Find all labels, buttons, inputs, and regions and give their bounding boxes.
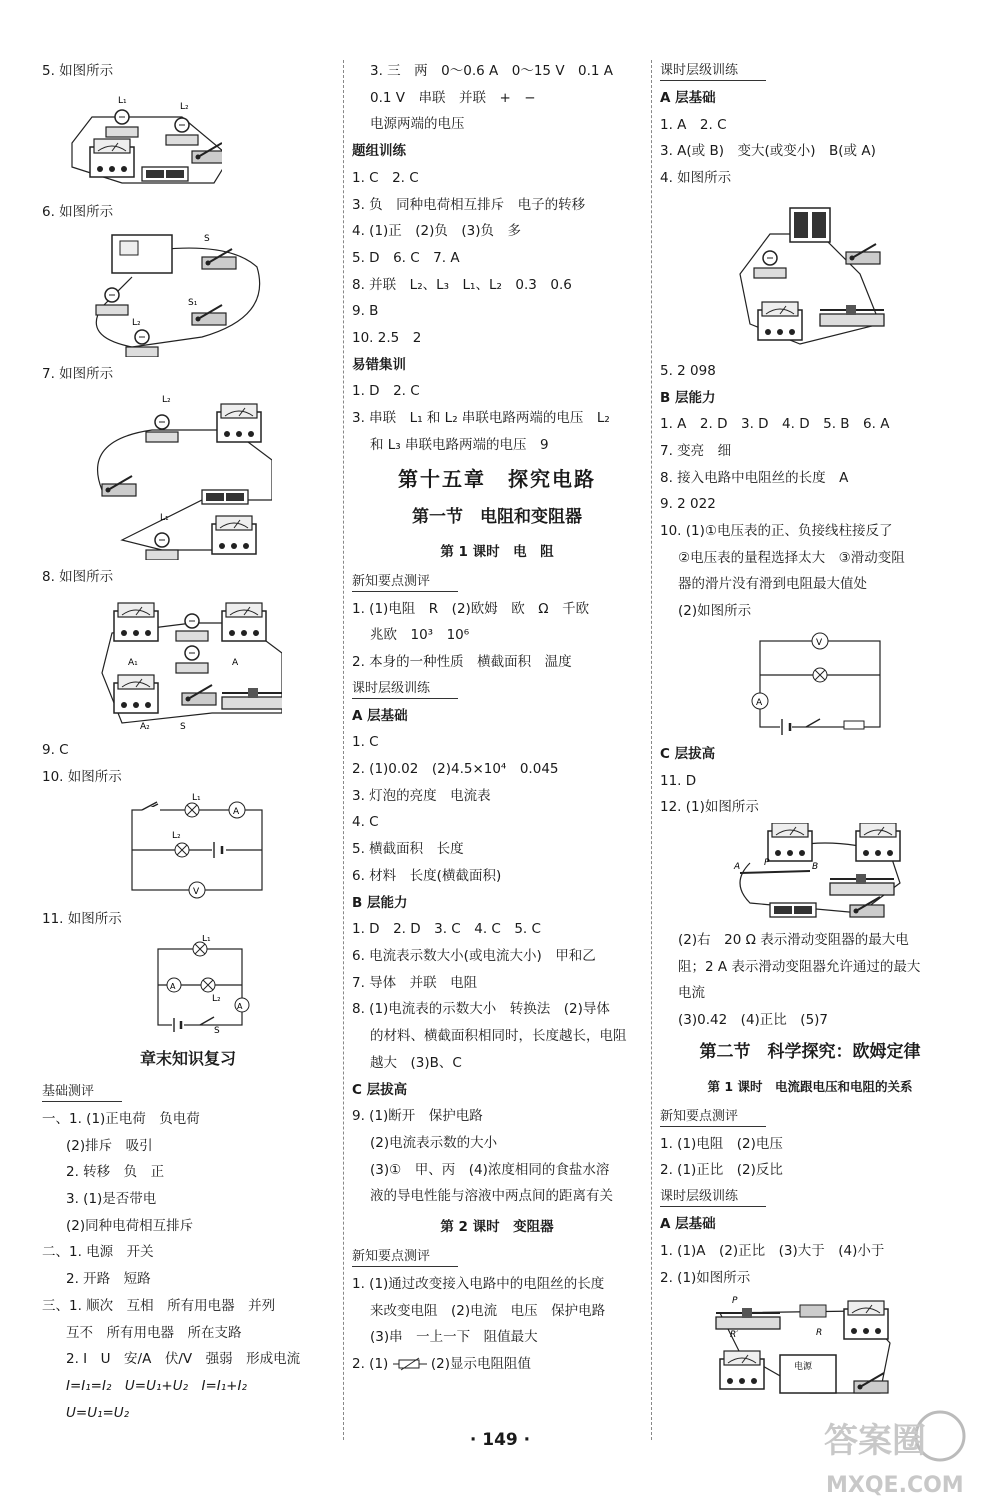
lesson-title: 第 2 课时 变阻器 xyxy=(440,1219,554,1236)
review-line: 3. (1)是否带电 xyxy=(66,1191,157,1208)
answer-line: 7. 变亮 细 xyxy=(660,442,732,459)
layer-heading: B 层能力 xyxy=(660,389,716,406)
answer-line: 3. 负 同种电荷相互排斥 电子的转移 xyxy=(352,196,586,213)
answer-line: 1. (1)电阻 R (2)欧姆 欧 Ω 千欧 xyxy=(352,600,590,617)
lesson-title: 第 1 课时 电 阻 xyxy=(440,543,554,560)
answer-line: 阻；2 A 表示滑动变阻器允许通过的最大 xyxy=(678,958,921,975)
review-line: 三、1. 顺次 互相 所有用电器 并列 xyxy=(42,1297,276,1314)
answer-line: 1. (1)通过改变接入电路中的电阻丝的长度 xyxy=(352,1276,605,1293)
label-l2-10: L₂ xyxy=(172,831,181,842)
review-line: 互不 所有用电器 所在支路 xyxy=(66,1324,242,1341)
label-l2: L₂ xyxy=(180,101,189,112)
answer-line: 9. 2 022 xyxy=(660,496,716,513)
answer-line: 6. 材料 长度(横截面积) xyxy=(352,867,502,884)
q10-label: 10. 如图所示 xyxy=(42,768,122,785)
review-line: U=U₁=U₂ xyxy=(66,1404,130,1421)
answer-line: (3)串 一上一下 阻值最大 xyxy=(370,1329,538,1346)
label-l2-c: L₂ xyxy=(162,395,171,406)
label-p-12: P xyxy=(764,857,770,868)
meter-a-11: A xyxy=(170,981,176,991)
answer-line: 11. D xyxy=(660,772,697,789)
answer-line: 5. 横截面积 长度 xyxy=(352,841,464,858)
watermark-bottom: MXQE.COM xyxy=(826,1473,964,1498)
answer-line: 4. (1)正 (2)负 (3)负 多 xyxy=(352,223,522,240)
circuit-figure-10 xyxy=(42,792,282,902)
circuit-figure-8 xyxy=(42,593,282,733)
label-power: 电源 xyxy=(794,1362,813,1373)
label-a2: A₂ xyxy=(140,721,150,732)
meter-v-12: V xyxy=(816,637,823,648)
answer-line: 12. (1)如图所示 xyxy=(660,799,759,816)
subhead: 课时层级训练 xyxy=(660,1188,766,1207)
answer-line: 兆欧 10³ 10⁶ xyxy=(370,627,470,644)
answer-line: 7. 导体 并联 电阻 xyxy=(352,974,478,991)
review-line: I=I₁=I₂ U=U₁+U₂ I=I₁+I₂ xyxy=(66,1377,247,1394)
review-line: (2)排斥 吸引 xyxy=(66,1137,153,1154)
watermark-top: 答案圈 xyxy=(824,1421,926,1461)
answer-line: 5. 2 098 xyxy=(660,362,716,379)
subhead: 课时层级训练 xyxy=(352,680,458,699)
meter-a2-11: A xyxy=(237,1001,243,1011)
layer-heading: A 层基础 xyxy=(660,90,716,106)
review-line: 二、1. 电源 开关 xyxy=(42,1244,154,1261)
answer-line: 8. 并联 L₂、L₃ L₁、L₂ 0.3 0.6 xyxy=(352,276,572,293)
q6-label: 6. 如图所示 xyxy=(42,203,114,220)
subhead: 课时层级训练 xyxy=(660,62,766,81)
review-line: 2. 开路 短路 xyxy=(66,1271,151,1288)
q7-label: 7. 如图所示 xyxy=(42,366,114,383)
answer-line: 3. 串联 L₁ 和 L₂ 串联电路两端的电压 L₂ xyxy=(352,410,610,427)
review-title: 章末知识复习 xyxy=(139,1048,236,1068)
label-l1: L₁ xyxy=(118,95,127,106)
label-s-11: S xyxy=(214,1025,220,1035)
answer-line: (2)电流表示数的大小 xyxy=(370,1134,498,1151)
subhead: 新知要点测评 xyxy=(660,1108,766,1127)
answer-line: 1. A 2. C xyxy=(660,116,727,133)
section-title-2: 第二节 科学探究：欧姆定律 xyxy=(699,1041,921,1062)
answer-line: 8. (1)电流表的示数大小 转换法 (2)导体 xyxy=(352,1001,610,1018)
page-number: · 149 · xyxy=(469,1430,531,1450)
review-subhead: 基础测评 xyxy=(42,1083,122,1102)
layer-heading: A 层基础 xyxy=(660,1216,716,1233)
answer-line: 2. (1)0.02 (2)4.5×10⁴ 0.045 xyxy=(352,761,559,778)
circuit-figure-4 xyxy=(660,194,900,354)
answer-line: 2. (1)正比 (2)反比 xyxy=(660,1162,783,1179)
circuit-figure-10-2 xyxy=(660,627,900,737)
answer-line: 1. (1)A (2)正比 (3)大于 (4)小于 xyxy=(660,1242,885,1259)
column-3 xyxy=(660,58,960,1407)
review-line: 一、1. (1)正电荷 负电荷 xyxy=(42,1110,200,1127)
answer-line: 6. 电流表示数大小(或电流大小) 甲和乙 xyxy=(352,947,596,964)
label-rp: R′ xyxy=(730,1330,739,1341)
answer-line: 3. A(或 B) 变大(或变小) B(或 A) xyxy=(660,143,876,160)
label-p: P xyxy=(732,1296,738,1307)
answer-line: 5. D 6. C 7. A xyxy=(352,249,460,266)
lesson-title: 第 1 课时 电流跟电压和电阻的关系 xyxy=(707,1078,913,1094)
answer-line: 1. C xyxy=(352,734,379,751)
answer-line: 10. 2.5 2 xyxy=(352,330,422,347)
answer-line: 10. (1)①电压表的正、负接线柱接反了 xyxy=(660,523,893,540)
watermark-logo xyxy=(820,1408,970,1503)
rheostat-symbol-icon xyxy=(393,1357,427,1371)
label-l2-11: L₂ xyxy=(212,993,221,1004)
answer-line: 电源两端的电压 xyxy=(370,116,465,133)
answer-line: 来改变电阻 (2)电流 电压 保护电路 xyxy=(370,1302,606,1319)
review-line: 2. 转移 负 正 xyxy=(66,1164,165,1181)
answer-line: 4. C xyxy=(352,814,379,831)
answer-line: 和 L₃ 串联电路两端的电压 9 xyxy=(370,436,549,453)
q9-answer: 9. C xyxy=(42,741,69,758)
q11-label: 11. 如图所示 xyxy=(42,911,122,928)
answer-line: 1. A 2. D 3. D 4. D 5. B 6. A xyxy=(660,416,890,433)
circuit-figure-5 xyxy=(42,87,222,195)
meter-v-10: V xyxy=(193,887,200,898)
q8-label: 8. 如图所示 xyxy=(42,569,114,586)
answer-line: (2)右 20 Ω 表示滑动变阻器的最大电 xyxy=(678,931,909,948)
label-l1-11: L₁ xyxy=(202,934,211,944)
layer-heading: B 层能力 xyxy=(352,894,408,911)
label-l1-c: L₁ xyxy=(160,513,169,524)
label-a: A xyxy=(232,657,239,668)
review-line: 2. I U 安/A 伏/V 强弱 形成电流 xyxy=(66,1351,301,1368)
answer-line: 液的导电性能与溶液中两点间的距离有关 xyxy=(370,1188,613,1205)
label-a-12: A xyxy=(734,861,741,872)
chapter-title: 第十五章 探究电路 xyxy=(398,466,596,491)
section-heading: 题组训练 xyxy=(352,143,406,160)
label-b-12: B xyxy=(812,861,819,872)
label-l2-b: L₂ xyxy=(132,318,141,329)
answer-line-rheostat: 2. (1) (2)显示电阻阻值 xyxy=(352,1356,532,1373)
answer-line: 3. 灯泡的亮度 电流表 xyxy=(352,787,491,804)
subhead: 新知要点测评 xyxy=(352,1248,458,1267)
circuit-figure-6 xyxy=(42,227,262,357)
layer-heading: C 层拔高 xyxy=(660,745,716,762)
answer-line: 3. 三 两 0～0.6 A 0～15 V 0.1 A xyxy=(370,63,614,79)
column-1 xyxy=(42,58,334,1426)
answer-line: 的材料、横截面积相同时，长度越长，电阻 xyxy=(370,1028,627,1045)
answer-line: 9. B xyxy=(352,303,379,320)
answer-line: 1. D 2. D 3. C 4. C 5. C xyxy=(352,921,541,938)
circuit-figure-2-1 xyxy=(660,1293,900,1403)
layer-heading: C 层拔高 xyxy=(352,1081,408,1098)
subhead: 新知要点测评 xyxy=(352,573,458,592)
meter-a-10: A xyxy=(233,807,240,818)
label-s-8: S xyxy=(180,721,186,732)
label-s: S xyxy=(204,234,210,245)
answer-line: 2. (1)如图所示 xyxy=(660,1269,751,1286)
q5-label: 5. 如图所示 xyxy=(42,63,114,79)
answer-line: (3)① 甲、丙 (4)浓度相同的食盐水溶 xyxy=(370,1161,610,1178)
answer-line: 8. 接入电路中电阻丝的长度 A xyxy=(660,469,849,486)
answer-line: 1. (1)电阻 (2)电压 xyxy=(660,1135,783,1152)
answer-line: ②电压表的量程选择太大 ③滑动变阻 xyxy=(678,549,905,566)
section-heading: 易错集训 xyxy=(352,356,406,373)
section-title: 第一节 电阻和变阻器 xyxy=(412,506,582,527)
circuit-figure-12 xyxy=(660,823,920,923)
answer-line: 器的滑片没有滑到电阻最大值处 xyxy=(678,576,867,593)
column-2 xyxy=(352,58,642,1378)
answer-line: (3)0.42 (4)正比 (5)7 xyxy=(678,1012,829,1029)
label-s1: S₁ xyxy=(188,298,198,309)
answer-line: 4. 如图所示 xyxy=(660,170,732,187)
review-line: (2)同种电荷相互排斥 xyxy=(66,1217,194,1234)
answer-line: 9. (1)断开 保护电路 xyxy=(352,1108,483,1125)
answer-line: 电流 xyxy=(678,985,705,1002)
meter-a-12: A xyxy=(756,697,763,708)
layer-heading: A 层基础 xyxy=(352,707,408,724)
circuit-figure-7 xyxy=(42,390,272,560)
answer-line: 1. D 2. C xyxy=(352,383,420,400)
answer-line: 1. C 2. C xyxy=(352,169,419,186)
answer-line: 2. 本身的一种性质 横截面积 温度 xyxy=(352,653,572,670)
answer-line: (2)如图所示 xyxy=(678,603,752,620)
answer-line: 越大 (3)B、C xyxy=(370,1054,462,1071)
label-a1: A₁ xyxy=(128,657,138,668)
answer-line: 0.1 V 串联 并联 + − xyxy=(370,89,536,106)
label-r: R xyxy=(816,1328,823,1339)
circuit-figure-11 xyxy=(42,935,282,1035)
label-l1-10: L₁ xyxy=(192,793,201,804)
